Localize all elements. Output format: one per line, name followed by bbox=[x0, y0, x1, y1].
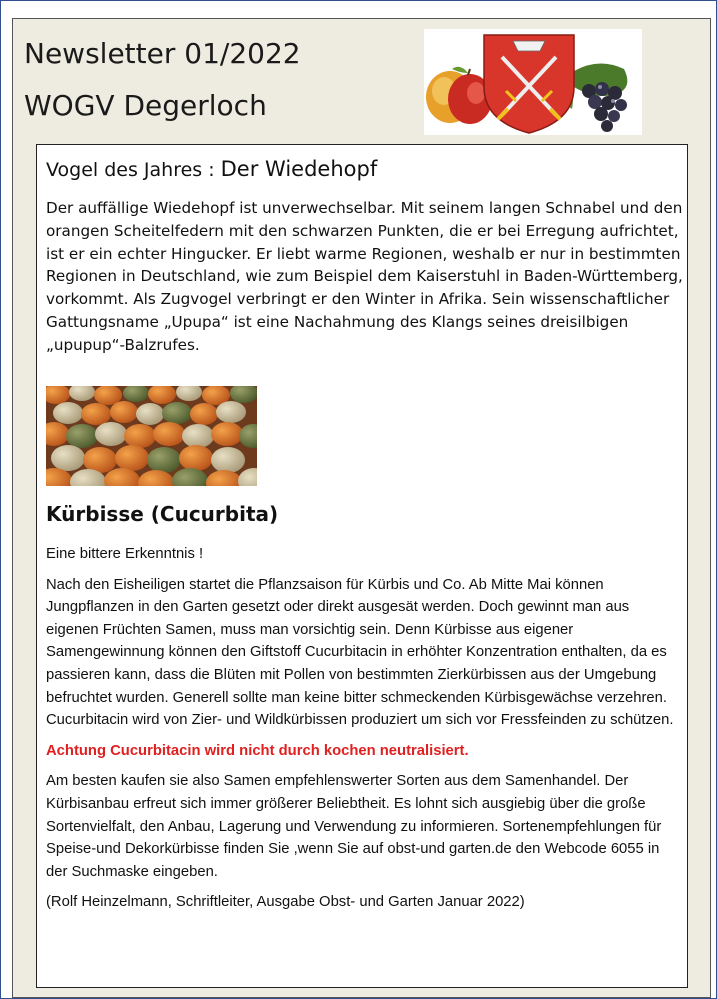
pumpkin-intro: Eine bittere Erkenntnis ! bbox=[46, 546, 204, 562]
bird-name: Der Wiedehopf bbox=[220, 157, 378, 181]
shield-icon bbox=[484, 35, 574, 133]
newsletter-page bbox=[12, 18, 711, 998]
bird-of-year-heading bbox=[46, 157, 377, 181]
pumpkin-article bbox=[46, 543, 676, 922]
pumpkin-warning: Achtung Cucurbitacin wird nicht durch kochen neutralisiert. bbox=[46, 742, 469, 759]
masthead bbox=[24, 28, 301, 132]
bird-article bbox=[46, 197, 686, 357]
pumpkin-photo bbox=[46, 386, 257, 486]
bird-heading-prefix: Vogel des Jahres : bbox=[46, 159, 215, 181]
coat-of-arms-icon bbox=[424, 29, 642, 135]
pumpkin-paragraph-1: Nach den Eisheiligen startet die Pflanzsaison für Kürbis und Co. Ab Mitte Mai können Jungpflanzen in den Garten gesetzt oder direkt ausgesät werden. Doch gewinnt man aus eigenen Früchten Samen, muss man vorsichtig sein. Denn Kürbisse aus eigener Samengewinnung können den Giftstoff Cucurbitacin in erhöhter Konzentration enthalten, da es passieren kann, dass die Blüten mit Pollen von bestimmten Zierkürbissen aus der Umgebung befruchtet wurden. Generell sollte man keine bitter schmeckenden Kürbisgewächse verzehren. Cucurbitacin wird von Zier- und Wildkürbissen produziert um sich vor Fressfeinden zu schützen. bbox=[46, 576, 674, 729]
article-box bbox=[36, 144, 688, 988]
article-credit: (Rolf Heinzelmann, Schriftleiter, Ausgabe Obst- und Garten Januar 2022) bbox=[46, 894, 525, 911]
apples-icon bbox=[426, 67, 492, 124]
pumpkin-paragraph-2: Am besten kaufen sie also Samen empfehlenswerter Sorten aus dem Samenhandel. Der Kürbisanbau erfreut sich immer größerer Beliebtheit. Es lohnt sich ausgiebig über die große Sortenvielfalt, den Anbau, Lagerung und Verwendung zu informieren. Sortenempfehlungen für Speise-und Dekorkürbisse finden Sie ,wenn Sie auf obst-und garten.de den Webcode 6055 in der Suchmaske eingeben. bbox=[46, 773, 662, 880]
bird-paragraph: Der auffällige Wiedehopf ist unverwechselbar. Mit seinem langen Schnabel und den orangen Scheitelfedern mit den schwarzen Punkten, die er bei Erregung aufrichtet, ist er ein echter Hingucker. Er liebt warme Regionen, weshalb er nur in bestimmten Regionen in Deutschland, wie zum Beispiel dem Kaiserstuhl in Baden-Württemberg, vorkommt. Als Zugvogel verbringt er den Winter in Afrika. Sein wissenschaftlicher Gattungsname „Upupa“ ist eine Nachahmung des Klangs seines dreisilbigen „upupup“-Balzrufes. bbox=[46, 199, 683, 354]
newsletter-title: Newsletter 01/2022 bbox=[24, 37, 301, 70]
pumpkin-section-title: Kürbisse (Cucurbita) bbox=[46, 502, 279, 526]
club-name: WOGV Degerloch bbox=[24, 89, 267, 122]
